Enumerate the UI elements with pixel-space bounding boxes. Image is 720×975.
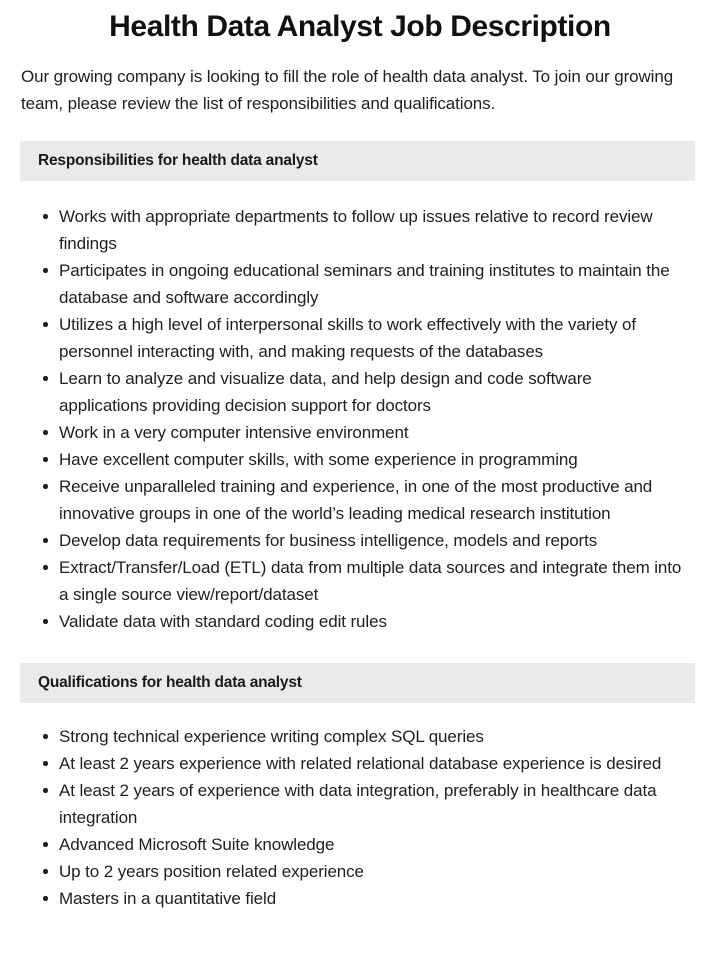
intro-paragraph: Our growing company is looking to fill the role of health data analyst. To join our growing team, please review the list of responsibilities and qualifications. bbox=[21, 67, 674, 113]
list-item: Advanced Microsoft Suite knowledge bbox=[0, 831, 720, 858]
qualifications-heading-label: Qualifications for health data analyst bbox=[38, 674, 302, 691]
list-item: Work in a very computer intensive environment bbox=[0, 419, 720, 446]
list-item: At least 2 years experience with related relational database experience is desired bbox=[0, 750, 720, 777]
qualifications-section bbox=[0, 663, 720, 912]
responsibilities-section-header bbox=[20, 141, 695, 181]
list-item: Participates in ongoing educational seminars and training institutes to maintain the database and software accordingly bbox=[0, 257, 720, 311]
list-item: Develop data requirements for business intelligence, models and reports bbox=[0, 527, 720, 554]
responsibilities-list bbox=[0, 181, 720, 635]
list-item: Have excellent computer skills, with some experience in programming bbox=[0, 446, 720, 473]
page-title: Health Data Analyst Job Description bbox=[109, 10, 611, 43]
list-item: Validate data with standard coding edit rules bbox=[0, 608, 720, 635]
list-item: Masters in a quantitative field bbox=[0, 885, 720, 912]
responsibilities-heading-label: Responsibilities for health data analyst bbox=[38, 152, 318, 169]
qualifications-list bbox=[0, 703, 720, 912]
list-item: Extract/Transfer/Load (ETL) data from multiple data sources and integrate them into a single source view/report/dataset bbox=[0, 554, 720, 608]
list-item: Learn to analyze and visualize data, and help design and code software applications providing decision support for doctors bbox=[0, 365, 720, 419]
list-item: Up to 2 years position related experience bbox=[0, 858, 720, 885]
list-item: At least 2 years of experience with data integration, preferably in healthcare data integration bbox=[0, 777, 720, 831]
list-item: Works with appropriate departments to follow up issues relative to record review findings bbox=[0, 203, 720, 257]
list-item: Utilizes a high level of interpersonal skills to work effectively with the variety of personnel interacting with, and making requests of the databases bbox=[0, 311, 720, 365]
list-item: Receive unparalleled training and experience, in one of the most productive and innovative groups in one of the world’s leading medical research institution bbox=[0, 473, 720, 527]
qualifications-section-header bbox=[20, 663, 695, 703]
responsibilities-section bbox=[0, 141, 720, 635]
list-item: Strong technical experience writing complex SQL queries bbox=[0, 723, 720, 750]
